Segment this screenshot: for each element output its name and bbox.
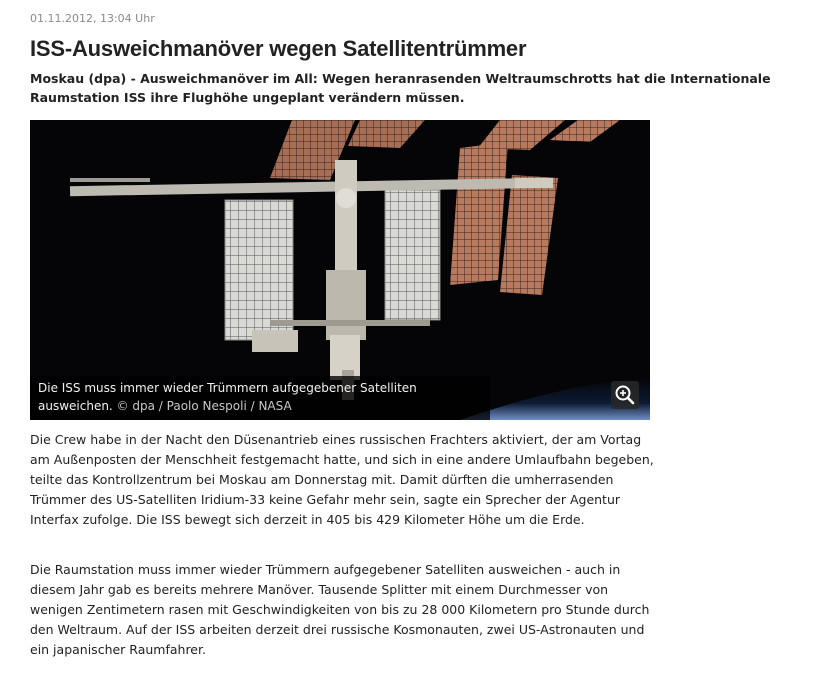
iss-photo: [30, 120, 650, 420]
article-teaser: Moskau (dpa) - Ausweichmanöver im All: Wegen heranrasenden Weltraumschrotts hat die Internationale Raumstation ISS ihre Flughöhe ungeplant verändern müssen.: [30, 71, 771, 105]
article-image[interactable]: [30, 120, 650, 420]
image-credit: © dpa / Paolo Nespoli / NASA: [116, 399, 292, 413]
caption-text: Die ISS muss immer wieder Trümmern aufgegebener Satelliten ausweichen.: [38, 381, 417, 413]
image-zoom-button[interactable]: [611, 381, 639, 409]
magnifier-plus-icon: [611, 381, 639, 409]
image-caption: [30, 376, 490, 420]
article-title: ISS-Ausweichmanöver wegen Satellitentrümmer: [30, 36, 527, 61]
article-paragraph: Die Crew habe in der Nacht den Düsenantrieb eines russischen Frachters aktiviert, der am Vortag am Außenposten der Menschheit festgemacht hatte, und sich in eine andere Umlaufbahn begeben, teilte das Kontrollzentrum bei Moskau am Donnerstag mit. Damit dürften die umherrasenden Trümmer des US-Satelliten Iridium-33 keine Gefahr mehr sein, sagte ein Sprecher der Agentur Interfax zufolge. Die ISS bewegt sich derzeit in 405 bis 429 Kilometer Höhe um die Erde.: [30, 432, 654, 527]
article-paragraph: Die Raumstation muss immer wieder Trümmern aufgegebener Satelliten ausweichen - auch in diesem Jahr gab es bereits mehrere Manöver. Tausende Splitter mit einem Durchmesser von wenigen Zentimetern rasen mit Geschwindigkeiten von bis zu 28 000 Kilometern pro Stunde durch den Weltraum. Auf der ISS arbeiten derzeit drei russische Kosmonauten, zwei US-Astronauten und ein japanischer Raumfahrer.: [30, 562, 650, 657]
article-date: 01.11.2012, 13:04 Uhr: [30, 12, 155, 25]
